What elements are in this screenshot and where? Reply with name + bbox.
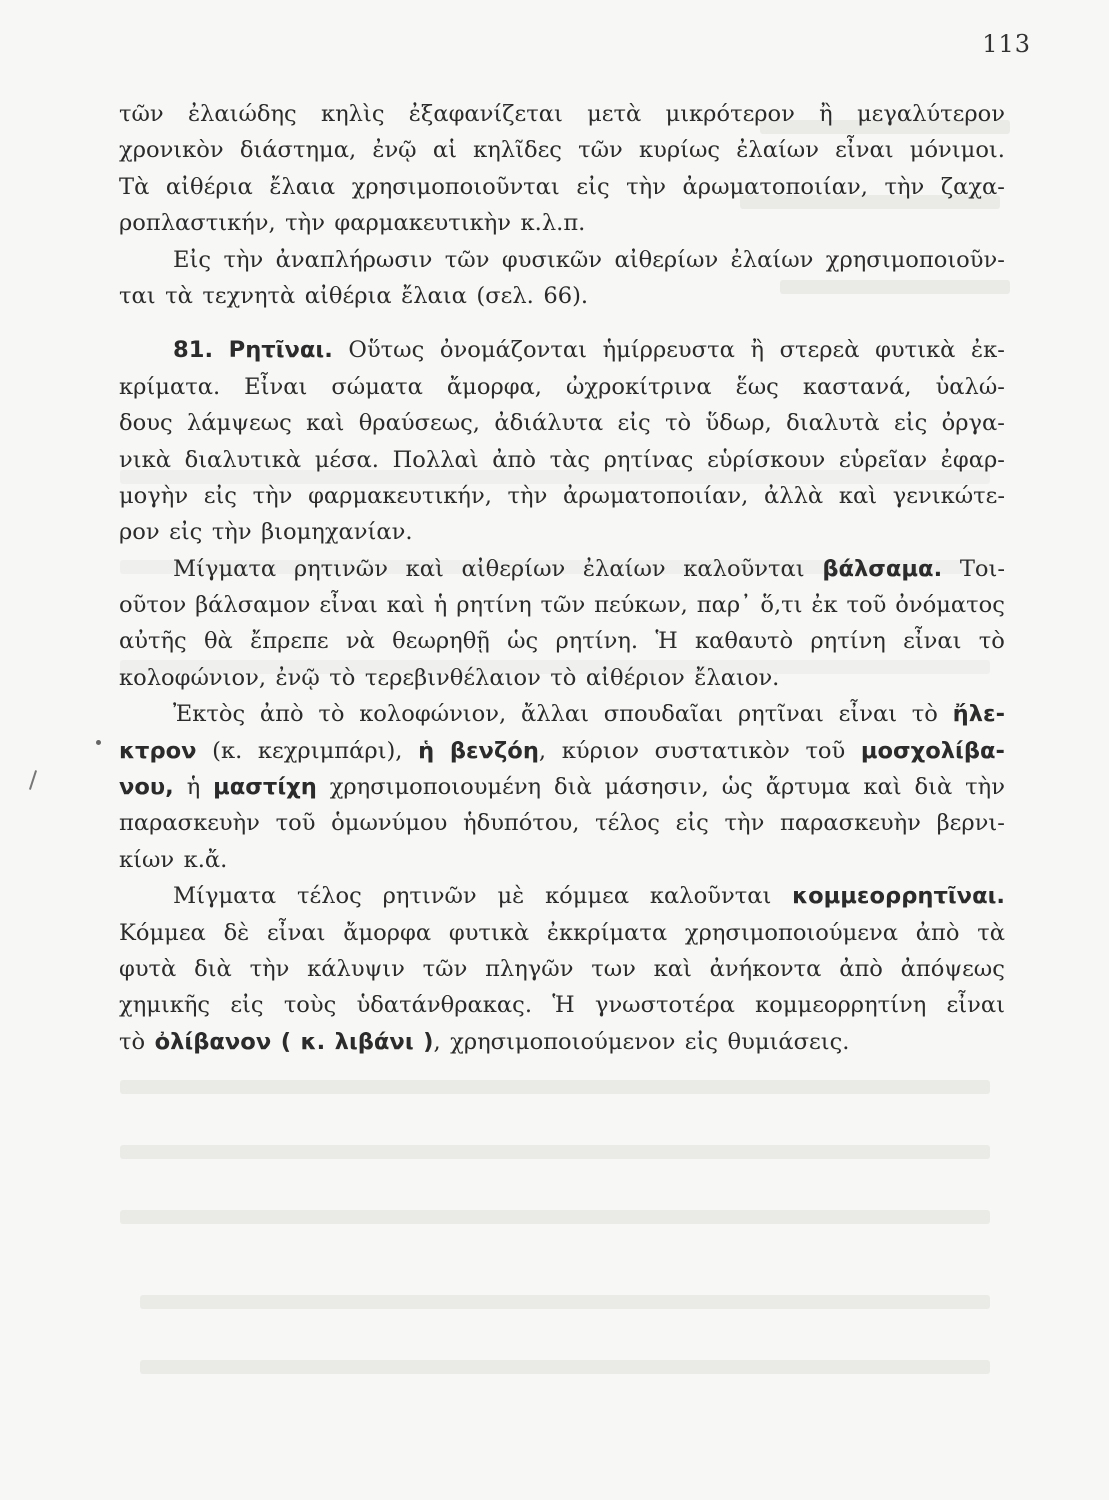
word: των xyxy=(591,955,636,982)
word: (κ. xyxy=(212,737,243,764)
word: μετὰ xyxy=(587,101,642,127)
word: αἱ xyxy=(432,137,457,164)
text-line xyxy=(119,987,1005,1023)
word: 81. xyxy=(173,337,214,364)
text-line xyxy=(119,278,1005,314)
page-number: 113 xyxy=(982,30,1031,58)
word: τὴν xyxy=(249,955,290,982)
word: δους xyxy=(119,410,173,437)
word: γενικώτε- xyxy=(892,482,1005,509)
word: αἰθέριον xyxy=(585,664,685,691)
word: κίων xyxy=(119,846,175,873)
word: τὸ xyxy=(550,664,577,691)
word: μεγαλύτερον xyxy=(856,101,1005,127)
word: νὰ xyxy=(345,628,375,655)
word: ἀναπλήρωσιν xyxy=(275,246,433,273)
word: λιβάνι xyxy=(334,1028,414,1055)
word: κυρίως xyxy=(638,137,721,164)
word: ἄμορφα xyxy=(343,919,432,946)
word: διὰ xyxy=(194,955,232,982)
text-line xyxy=(119,332,1005,368)
word: εἶναι xyxy=(946,992,1005,1019)
word: ἀπὸ xyxy=(839,955,883,982)
word: κεχριμπάρι), xyxy=(257,737,403,764)
word: νικὰ xyxy=(119,446,171,473)
word: Τοι- xyxy=(959,555,1005,582)
word: διαλυτὰ xyxy=(786,410,880,437)
word: χημικῆς xyxy=(119,992,211,1019)
word: τὴν xyxy=(507,482,548,509)
word: κ.ἄ. xyxy=(183,846,228,873)
word: ρητίνη xyxy=(456,592,532,619)
word: ρητίνη. xyxy=(555,628,639,655)
word: ἐλαίων xyxy=(736,137,819,164)
word: ἡ xyxy=(186,774,201,801)
word: κάλυψιν xyxy=(307,955,405,982)
word: τὴν xyxy=(285,210,325,237)
word: μικρότερον xyxy=(665,101,795,127)
word: ρητῖναι xyxy=(737,701,824,728)
word: τέλος xyxy=(595,810,660,837)
word: ρητινῶν xyxy=(293,555,388,582)
word: διαλυτικὰ xyxy=(184,446,302,473)
word: κτρον xyxy=(119,737,197,764)
word: τὴν xyxy=(724,810,765,837)
word: Εἰς xyxy=(173,246,212,273)
word: τὸ xyxy=(318,701,345,728)
word: ), xyxy=(423,1028,441,1055)
word: συστατικὸν xyxy=(654,737,790,764)
word: κ.λ.π. xyxy=(520,210,586,237)
word: τῶν xyxy=(578,137,623,164)
word: ἀλλὰ xyxy=(764,482,824,509)
text-line xyxy=(119,660,1005,696)
word: ἐκ xyxy=(811,592,838,619)
word: εἶναι xyxy=(838,701,898,728)
text-line xyxy=(119,478,1005,514)
word: Εἶναι xyxy=(244,373,308,400)
word: τὴν xyxy=(626,173,666,200)
word: δὲ xyxy=(223,919,250,946)
word: Ἡ xyxy=(655,628,678,655)
paragraph-gap xyxy=(119,314,1005,332)
word: κολοφώνιον, xyxy=(119,664,267,691)
word: παρ᾽ xyxy=(696,592,752,619)
word: ρητινῶν xyxy=(382,883,477,910)
word: μογὴν xyxy=(119,482,189,509)
word: αὐτῆς xyxy=(119,628,187,655)
text-line xyxy=(119,132,1005,168)
word: φυτικὰ xyxy=(875,337,956,364)
word: ἐνῷ xyxy=(275,664,320,691)
word: βάλσαμα. xyxy=(822,555,943,582)
word: τὰ xyxy=(165,282,193,309)
word: φυσικῶν xyxy=(501,246,603,273)
word: ( xyxy=(280,1028,292,1055)
word: ὑαλώ- xyxy=(935,373,1005,400)
word: ἔπρεπε xyxy=(250,628,329,655)
word: τὴν xyxy=(884,173,925,200)
word: ὀνομάζονται xyxy=(439,337,587,364)
word: ὠχροκίτρινα xyxy=(566,373,712,400)
word: τὸ xyxy=(978,628,1005,655)
word: εἶναι xyxy=(903,628,962,655)
word: μοσχολίβα- xyxy=(860,737,1005,764)
word: εἰς xyxy=(230,992,264,1019)
text-line xyxy=(119,369,1005,405)
word: τὰ xyxy=(977,919,1005,946)
word: Ρητῖναι. xyxy=(228,337,333,364)
word: καλοῦνται xyxy=(683,555,805,582)
word: ἀπὸ xyxy=(492,446,536,473)
word: διὰ xyxy=(914,774,953,801)
word: ἐκκρίματα xyxy=(546,919,668,946)
word: ρον xyxy=(119,519,160,546)
word: τεχνητὰ xyxy=(202,282,296,309)
word: εἰς xyxy=(617,410,651,437)
word: εὑρίσκουν xyxy=(707,446,826,473)
word: θὰ xyxy=(203,628,233,655)
word: Πολλαὶ xyxy=(392,446,479,473)
word: χρησιμοποιούμενον xyxy=(450,1028,676,1055)
word: βάλσαμον xyxy=(195,592,311,619)
word: ἄμορφα, xyxy=(446,373,542,400)
word: ται xyxy=(119,282,156,309)
word: τὸ xyxy=(119,1028,146,1055)
text-line xyxy=(119,242,1005,278)
word: θραύσεως, xyxy=(358,410,480,437)
word: ἡ xyxy=(418,737,435,764)
word: 66). xyxy=(543,282,589,309)
word: διάστημα, xyxy=(239,137,357,164)
word: εἰς xyxy=(576,173,610,200)
word: ὕδωρ, xyxy=(705,410,772,437)
word: αἰθέρια xyxy=(304,282,392,309)
word: φυτικὰ xyxy=(448,919,530,946)
word: αἰθέρια xyxy=(165,173,253,200)
word: ἤλε- xyxy=(952,701,1005,728)
word: ἐλαιώδης xyxy=(187,101,297,127)
word: ἀπὸ xyxy=(259,701,304,728)
word: καθαυτὸ xyxy=(695,628,794,655)
word: ἡ xyxy=(433,592,448,619)
word: ἔλαια xyxy=(269,173,336,200)
word: στερεὰ xyxy=(779,337,860,364)
word: καὶ xyxy=(863,774,902,801)
word: ρητίνη xyxy=(810,628,886,655)
word: κολοφώνιον, xyxy=(359,701,507,728)
word: βερνι- xyxy=(936,810,1005,837)
word: εἶναι xyxy=(267,919,326,946)
word: κηλῖδες xyxy=(473,137,562,164)
word: σπουδαῖαι xyxy=(603,701,724,728)
word: καλοῦνται xyxy=(649,883,772,910)
word: τοῦ xyxy=(275,810,316,837)
text-line xyxy=(119,733,1005,769)
word: καὶ xyxy=(386,592,425,619)
word: ζαχα- xyxy=(940,173,1005,200)
word: ὅ,τι xyxy=(760,592,803,619)
word: αἰθερίων xyxy=(461,555,566,582)
word: τὸ xyxy=(665,410,692,437)
body-text xyxy=(119,96,1005,1060)
word: ροπλαστικήν, xyxy=(119,210,276,237)
text-line xyxy=(119,805,1005,841)
word: καὶ xyxy=(405,555,444,582)
word: διὰ xyxy=(554,774,592,801)
word: εἰς xyxy=(169,519,203,546)
word: τὴν xyxy=(211,519,252,546)
word: ἔλαια xyxy=(401,282,467,309)
word: φυτὰ xyxy=(119,955,177,982)
word: Μίγματα xyxy=(173,555,277,582)
word: μέσα. xyxy=(314,446,379,473)
word: ὀλίβανον xyxy=(154,1028,272,1055)
word: ἀρωματοποιίαν, xyxy=(682,173,868,200)
word: Ἐκτὸς xyxy=(173,701,246,728)
margin-mark xyxy=(96,740,101,745)
word: ἐνῷ xyxy=(372,137,417,164)
text-line xyxy=(119,551,1005,587)
word: Τὰ xyxy=(119,173,150,200)
text-line xyxy=(119,769,1005,805)
word: τοὺς xyxy=(283,992,337,1019)
word: καὶ xyxy=(306,410,345,437)
text-line xyxy=(119,587,1005,623)
word: Ἡ xyxy=(552,992,575,1019)
word: μάσησιν, xyxy=(604,774,709,801)
word: ὡς xyxy=(721,774,753,801)
word: ἕως xyxy=(735,373,779,400)
word: τοῦ xyxy=(805,737,846,764)
word: ἐλαίων xyxy=(582,555,666,582)
word: Κόμμεα xyxy=(119,919,206,946)
margin-tick xyxy=(29,770,37,790)
word: χρησιμοποιούμενα xyxy=(684,919,898,946)
word: εἰς xyxy=(894,410,928,437)
word: οῦτον xyxy=(119,592,187,619)
word: εὑρεῖαν xyxy=(838,446,928,473)
word: λάμψεως xyxy=(186,410,292,437)
word: γνωστοτέρα xyxy=(594,992,735,1019)
word: θυμιάσεις. xyxy=(727,1028,850,1055)
word: βιομηχανίαν. xyxy=(261,519,413,546)
word: εἶναι xyxy=(319,592,378,619)
text-line xyxy=(119,1024,1005,1060)
text-line xyxy=(119,96,1005,132)
word: καστανά, xyxy=(802,373,912,400)
word: ἄρτυμα xyxy=(765,774,851,801)
word: ὡς xyxy=(507,628,539,655)
word: χρονικὸν xyxy=(119,137,224,164)
text-line xyxy=(119,442,1005,478)
text-line xyxy=(119,842,1005,878)
word: παρασκευὴν xyxy=(780,810,921,837)
word: (σελ. xyxy=(476,282,534,309)
word: αἰθερίων xyxy=(614,246,719,273)
word: ἀπὸ xyxy=(915,919,960,946)
word: πληγῶν xyxy=(485,955,574,982)
word: φαρμακευτικὴν xyxy=(334,210,512,237)
word: τῶν xyxy=(444,246,490,273)
text-line xyxy=(119,205,1005,241)
word: βενζόη, xyxy=(449,737,547,764)
text-line xyxy=(119,514,1005,550)
word: τὸ xyxy=(911,701,938,728)
word: μὲ xyxy=(497,883,525,910)
word: εἰς xyxy=(675,810,709,837)
word: χρησιμοποιουμένη xyxy=(329,774,542,801)
word: ἡδυπότου, xyxy=(463,810,580,837)
word: τὴν xyxy=(252,482,293,509)
word: ἀπόψεως xyxy=(900,955,1005,982)
word: ἀρωματοποιίαν, xyxy=(563,482,749,509)
word: τέλος xyxy=(297,883,362,910)
word: εἰς xyxy=(203,482,237,509)
word: παρασκευὴν xyxy=(119,810,260,837)
word: ὑδατάνθρακας. xyxy=(356,992,533,1019)
text-line xyxy=(119,878,1005,914)
word: τὴν xyxy=(965,774,1005,801)
word: εἶναι xyxy=(835,137,894,164)
word: τῶν xyxy=(422,955,468,982)
word: χρησιμοποιοῦν- xyxy=(825,246,1005,273)
word: τὴν xyxy=(223,246,264,273)
word: τερεβινθέλαιον xyxy=(364,664,541,691)
text-line xyxy=(119,696,1005,732)
word: μαστίχη xyxy=(213,774,317,801)
word: μόνιμοι. xyxy=(909,137,1005,164)
word: καὶ xyxy=(838,482,878,509)
text-line xyxy=(119,169,1005,205)
word: κρίματα. xyxy=(119,373,221,400)
word: κομμεορρητῖναι. xyxy=(792,883,1005,910)
word: ἐλαίων xyxy=(730,246,814,273)
word: πεύκων, xyxy=(594,592,688,619)
word: τῶν xyxy=(540,592,586,619)
word: κόμμεα xyxy=(545,883,630,910)
word: κηλὶς xyxy=(320,101,385,127)
word: ἐκ- xyxy=(971,337,1005,364)
word: ἐφαρ- xyxy=(940,446,1005,473)
word: ἔλαιον. xyxy=(694,664,780,691)
word: τοῦ xyxy=(846,592,887,619)
word: θεωρηθῇ xyxy=(392,628,490,655)
word: ἐξαφανίζεται xyxy=(408,101,563,127)
word: κ. xyxy=(300,1028,326,1055)
word: ρητίνας xyxy=(603,446,694,473)
word: εἰς xyxy=(684,1028,719,1055)
word: ἡμίρρευστα xyxy=(602,337,735,364)
word: σώματα xyxy=(331,373,423,400)
word: ὁμωνύμου xyxy=(331,810,448,837)
word: ἀδιάλυτα xyxy=(494,410,604,437)
word: Μίγματα xyxy=(173,883,277,910)
word: νου, xyxy=(119,774,174,801)
word: ἢ xyxy=(750,337,764,364)
word: ἄλλαι xyxy=(520,701,589,728)
text-line xyxy=(119,405,1005,441)
text-line xyxy=(119,623,1005,659)
word: φαρμακευτικήν, xyxy=(308,482,492,509)
word: τὰς xyxy=(549,446,591,473)
word: κομμεορρητίνη xyxy=(755,992,927,1019)
word: ὀργα- xyxy=(941,410,1005,437)
word: ὀνόματος xyxy=(895,592,1005,619)
word: κύριον xyxy=(561,737,640,764)
word: τῶν xyxy=(119,101,164,127)
word: ἢ xyxy=(819,101,833,127)
word: καὶ xyxy=(653,955,692,982)
text-line xyxy=(119,915,1005,951)
text-line xyxy=(119,951,1005,987)
word: χρησιμοποιοῦνται xyxy=(351,173,560,200)
word: τὸ xyxy=(329,664,356,691)
word: ἀνήκοντα xyxy=(709,955,822,982)
word: Οὕτως xyxy=(348,337,425,364)
